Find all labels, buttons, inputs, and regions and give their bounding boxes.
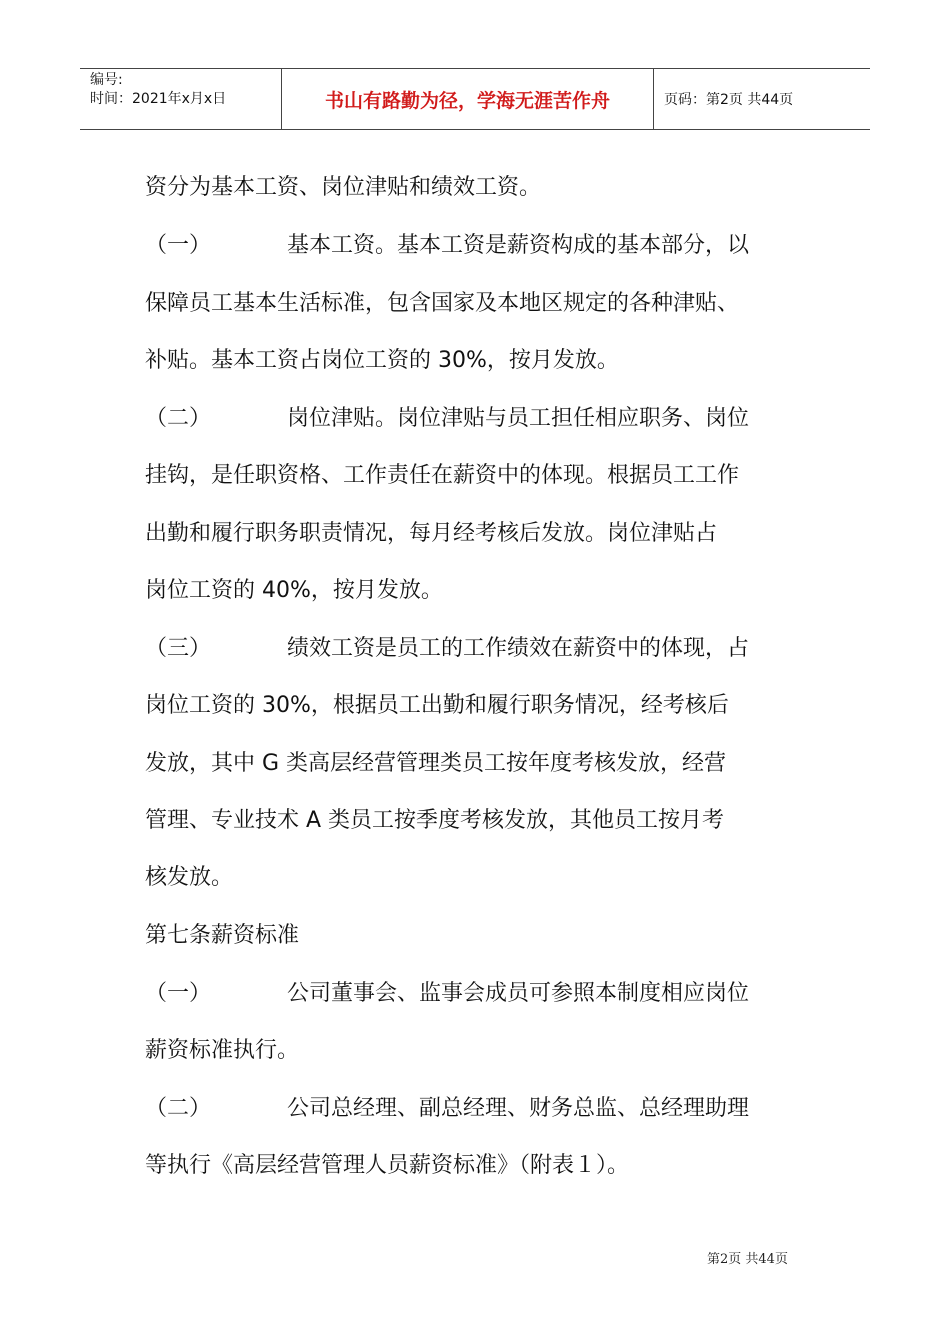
paragraph-line — [145, 634, 749, 664]
line-text: 发放，其中 G 类高层经营管理类员工按年度考核发放，经营 — [145, 751, 727, 776]
item-number-label: （二） — [145, 1096, 212, 1121]
item-number-label: （一） — [145, 233, 212, 258]
line-text: 岗位工资的 30%，根据员工出勤和履行职务情况，经考核后 — [145, 693, 729, 718]
paragraph-line — [145, 691, 729, 721]
line-text: 保障员工基本生活标准，包含国家及本地区规定的各种津贴、 — [145, 291, 740, 316]
paragraph-line — [145, 346, 619, 376]
line-text: 补贴。基本工资占岗位工资的 30%，按月发放。 — [145, 348, 619, 373]
paragraph-line — [145, 519, 717, 549]
header-meta-cell — [80, 69, 282, 129]
serial-number-label: 编号: — [90, 72, 123, 88]
paragraph-line — [145, 289, 739, 319]
line-text: 出勤和履行职务职责情况，每月经考核后发放。岗位津贴占 — [145, 521, 718, 546]
line-text: 挂钩，是任职资格、工作责任在薪资中的体现。根据员工工作 — [145, 463, 740, 488]
paragraph-line — [145, 173, 541, 203]
line-text: 资分为基本工资、岗位津贴和绩效工资。 — [145, 175, 542, 200]
footer-page-number: 第2页 共44页 — [707, 1252, 788, 1267]
paragraph-line — [145, 404, 749, 434]
paragraph-line — [145, 576, 443, 606]
paragraph-line — [145, 806, 724, 836]
paragraph-line — [145, 863, 233, 893]
paragraph-line — [145, 1151, 629, 1181]
line-text: 核发放。 — [145, 865, 234, 890]
paragraph-line — [145, 1036, 299, 1066]
paragraph-line — [145, 461, 739, 491]
line-text: 管理、专业技术 A 类员工按季度考核发放，其他员工按月考 — [145, 808, 725, 833]
page-header — [80, 68, 870, 130]
header-motto: 书山有路勤为径，学海无涯苦作舟 — [282, 69, 654, 129]
line-text: 公司总经理、副总经理、财务总监、总经理助理 — [287, 1096, 750, 1121]
paragraph-line — [145, 921, 299, 951]
header-page-number: 页码：第2页 共44页 — [664, 92, 794, 108]
paragraph-line — [145, 979, 749, 1009]
item-number-label: （二） — [145, 406, 212, 431]
item-number-label: （三） — [145, 636, 212, 661]
paragraph-line — [145, 749, 726, 779]
time-label: 时间：2021年x月x日 — [90, 91, 227, 107]
line-text: 岗位津贴。岗位津贴与员工担任相应职务、岗位 — [287, 406, 750, 431]
line-text: 薪资标准执行。 — [145, 1038, 300, 1063]
paragraph-line — [145, 1094, 749, 1124]
line-text: 等执行《高层经营管理人员薪资标准》（附表１）。 — [145, 1153, 630, 1178]
paragraph-line — [145, 231, 749, 261]
line-text: 基本工资。基本工资是薪资构成的基本部分，以 — [287, 233, 750, 258]
line-text: 公司董事会、监事会成员可参照本制度相应岗位 — [287, 981, 750, 1006]
line-text: 绩效工资是员工的工作绩效在薪资中的体现，占 — [287, 636, 750, 661]
line-text: 岗位工资的 40%，按月发放。 — [145, 578, 443, 603]
line-text: 第七条薪资标准 — [145, 923, 300, 948]
item-number-label: （一） — [145, 981, 212, 1006]
